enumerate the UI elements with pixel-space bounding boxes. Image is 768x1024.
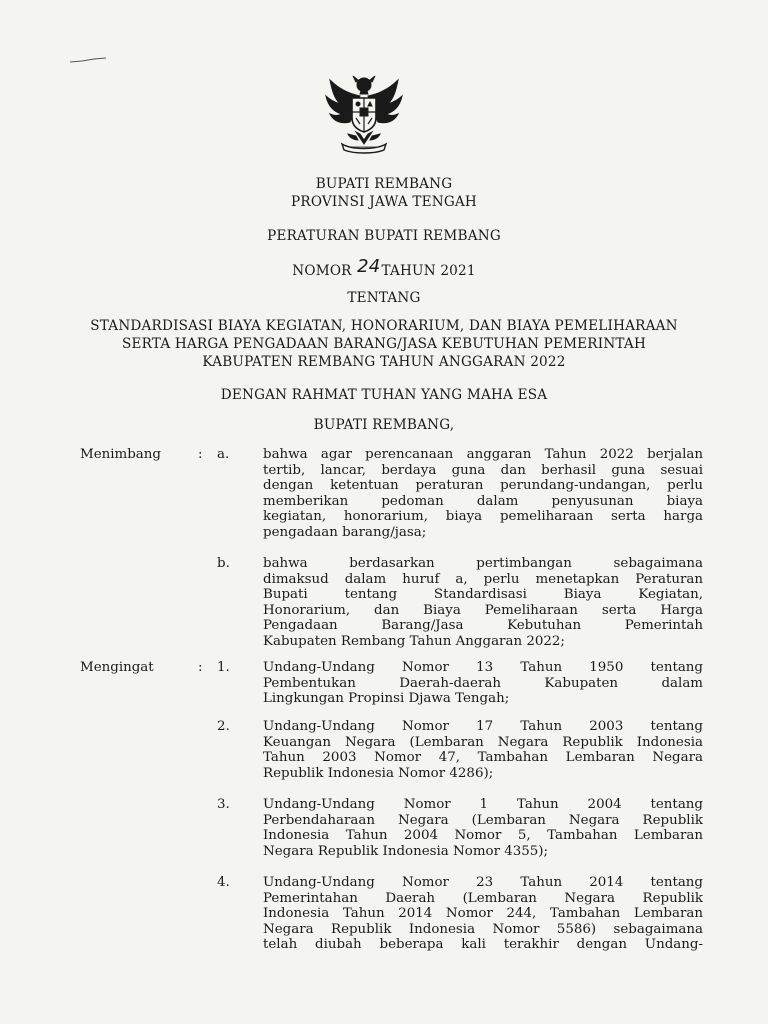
- text-line: Bupati tentang Standardisasi Biaya Kegiatan,: [263, 587, 703, 603]
- text-line: Perbendaharaan Negara (Lembaran Negara Republik: [263, 812, 703, 828]
- text-line: Republik Indonesia Nomor 4286);: [263, 765, 494, 781]
- text-line: Undang-Undang Nomor 13 Tahun 1950 tentang: [263, 660, 703, 675]
- text-line: dengan ketentuan peraturan perundang-undangan, perlu: [263, 478, 703, 494]
- item-marker: b.: [217, 556, 230, 571]
- section-colon: :: [198, 660, 203, 675]
- item-text: [263, 556, 703, 650]
- nomor-prefix: NOMOR: [292, 263, 352, 279]
- subject-line: KABUPATEN REMBANG TAHUN ANGGARAN 2022: [202, 354, 566, 370]
- scan-mark: [68, 56, 108, 64]
- text-line: tertib, lancar, berdaya guna dan berhasil guna sesuai: [263, 462, 703, 478]
- text-line: Indonesia Tahun 2014 Nomor 244, Tambahan Lembaran: [263, 906, 703, 922]
- item-marker: 1.: [217, 660, 230, 675]
- section-label: Mengingat: [80, 660, 154, 675]
- text-line: Pemerintahan Daerah (Lembaran Negara Republik: [263, 890, 703, 906]
- text-line: memberikan pedoman dalam penyusunan biaya: [263, 493, 703, 509]
- item-marker: 4.: [217, 875, 230, 890]
- text-line: Undang-Undang Nomor 1 Tahun 2004 tentang: [263, 797, 703, 812]
- section-colon: :: [198, 447, 203, 462]
- text-line: pengadaan barang/jasa;: [263, 524, 427, 540]
- text-line: Pengadaan Barang/Jasa Kebutuhan Pemerintah: [263, 618, 703, 634]
- issuer-title: BUPATI REMBANG: [315, 176, 453, 192]
- subject-line: STANDARDISASI BIAYA KEGIATAN, HONORARIUM, DAN BIAYA PEMELIHARAAN: [90, 318, 678, 334]
- text-line: Lingkungan Propinsi Djawa Tengah;: [263, 691, 510, 707]
- enacting-authority: BUPATI REMBANG,: [313, 417, 455, 433]
- tentang-heading: TENTANG: [347, 290, 421, 306]
- subject-line: SERTA HARGA PENGADAAN BARANG/JASA KEBUTUHAN PEMERINTAH: [121, 336, 647, 352]
- item-text: [263, 797, 703, 859]
- item-text: [263, 447, 703, 541]
- regulation-title: PERATURAN BUPATI REMBANG: [267, 228, 501, 244]
- text-line: Keuangan Negara (Lembaran Negara Republik Indonesia: [263, 734, 703, 750]
- text-line: kegiatan, honorarium, biaya pemeliharaan serta harga: [263, 509, 703, 525]
- nomor-suffix: TAHUN 2021: [381, 263, 476, 279]
- item-marker: 3.: [217, 797, 230, 812]
- issuer-province: PROVINSI JAWA TENGAH: [291, 194, 477, 210]
- item-marker: 2.: [217, 719, 230, 734]
- text-line: Undang-Undang Nomor 17 Tahun 2003 tentang: [263, 719, 703, 734]
- item-text: [263, 719, 703, 781]
- invocation: DENGAN RAHMAT TUHAN YANG MAHA ESA: [220, 387, 548, 403]
- section-label: Menimbang: [80, 447, 161, 462]
- text-line: telah diubah beberapa kali terakhir dengan Undang-: [263, 937, 703, 953]
- text-line: bahwa berdasarkan pertimbangan sebagaimana: [263, 556, 703, 571]
- regulation-number: [0, 256, 768, 280]
- item-text: [263, 660, 703, 707]
- garuda-emblem-icon: [320, 72, 408, 156]
- text-line: Negara Republik Indonesia Nomor 4355);: [263, 843, 549, 859]
- text-line: bahwa agar perencanaan anggaran Tahun 2022 berjalan: [263, 447, 703, 462]
- text-line: Tahun 2003 Nomor 47, Tambahan Lembaran Negara: [263, 750, 703, 766]
- item-text: [263, 875, 703, 953]
- text-line: Indonesia Tahun 2004 Nomor 5, Tambahan Lembaran: [263, 828, 703, 844]
- nomor-value: 24: [357, 256, 381, 277]
- text-line: Honorarium, dan Biaya Pemeliharaan serta Harga: [263, 602, 703, 618]
- text-line: Negara Republik Indonesia Nomor 5586) sebagaimana: [263, 921, 703, 937]
- item-marker: a.: [217, 447, 230, 462]
- text-line: Kabupaten Rembang Tahun Anggaran 2022;: [263, 633, 565, 649]
- text-line: Undang-Undang Nomor 23 Tahun 2014 tentang: [263, 875, 703, 890]
- text-line: Pembentukan Daerah-daerah Kabupaten dalam: [263, 675, 703, 691]
- text-line: dimaksud dalam huruf a, perlu menetapkan Peraturan: [263, 571, 703, 587]
